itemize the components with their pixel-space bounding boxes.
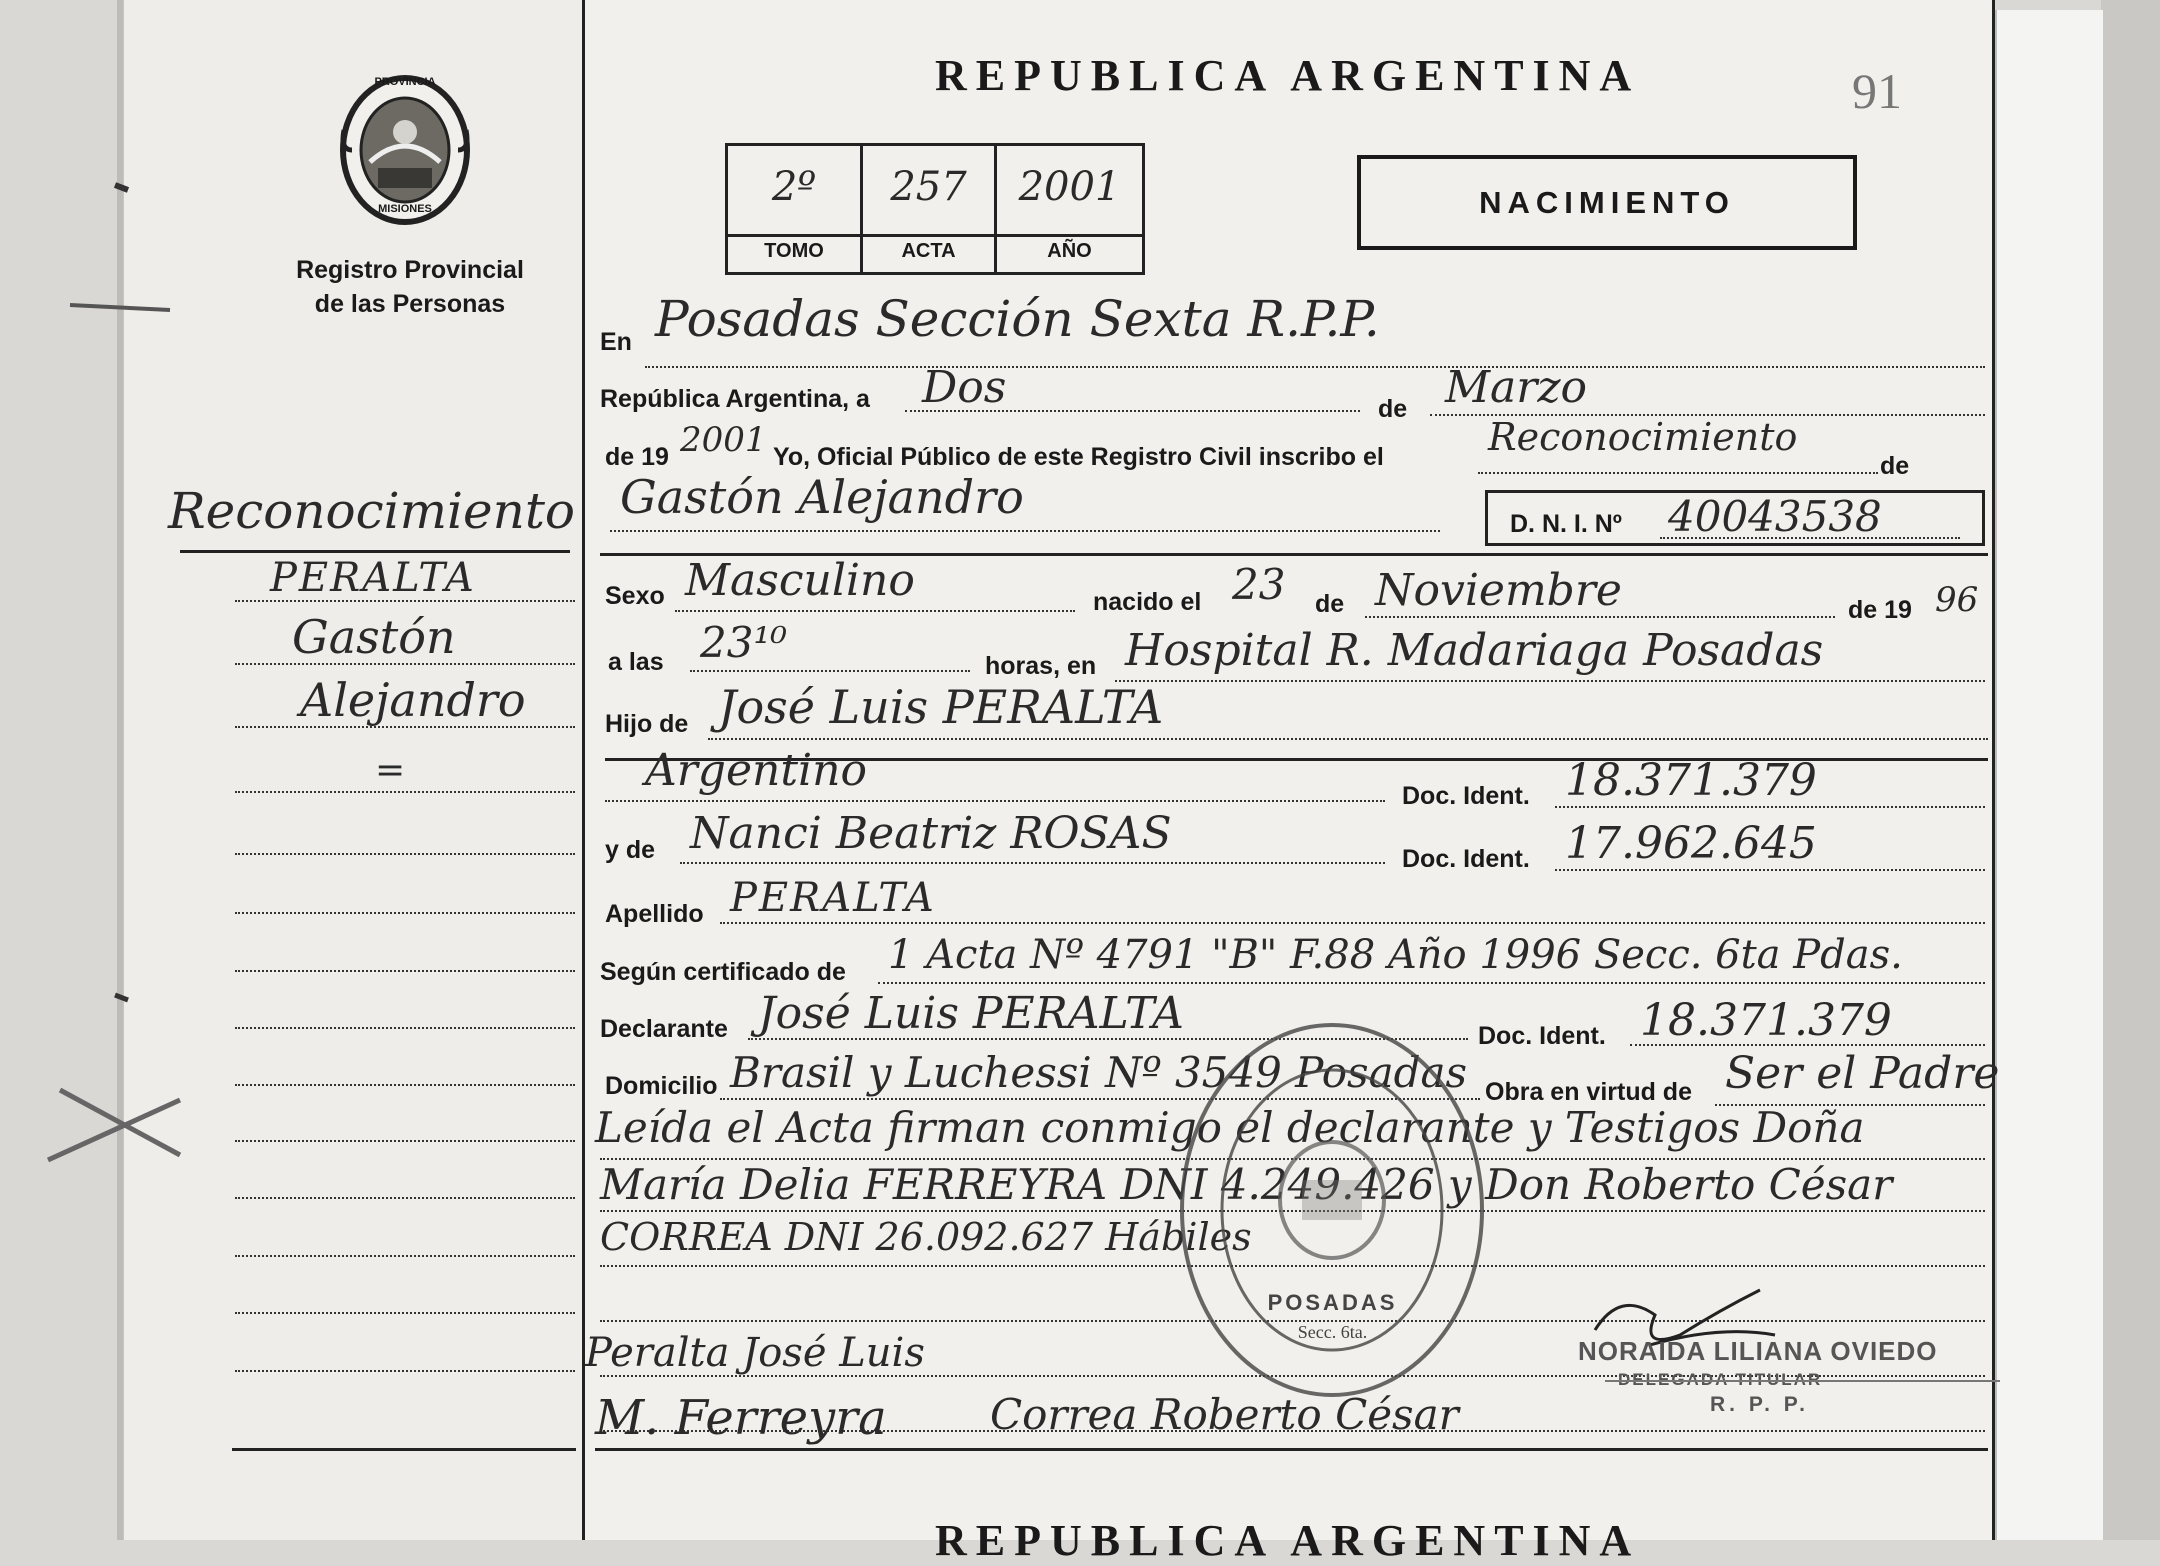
margin-line — [235, 791, 575, 793]
stamp-city: POSADAS — [1267, 1290, 1398, 1315]
line-certificate — [878, 982, 1985, 984]
line-mother-doc — [1555, 869, 1985, 871]
official-org: R. P. P. — [1710, 1393, 1809, 1416]
registry-stamp — [1165, 1010, 1500, 1410]
page-edge — [2101, 0, 2160, 1540]
margin-bottom-rule — [232, 1448, 576, 1451]
line-hour — [690, 670, 970, 672]
line-nationality — [605, 800, 1385, 802]
month-value: Marzo — [1445, 362, 1587, 413]
acta-value: 257 — [890, 164, 967, 210]
label-declarante: Declarante — [600, 1015, 728, 1043]
margin-line — [235, 1084, 575, 1086]
next-country-title: REPUBLICA ARGENTINA — [935, 1516, 1641, 1565]
next-page-edge — [1995, 10, 2103, 1540]
birth-place-value: Hospital R. Madariaga Posadas — [1125, 625, 1824, 676]
acta-cell — [863, 146, 997, 272]
observation-line3: CORREA DNI 26.092.627 Hábiles — [600, 1215, 1252, 1259]
tomo-cell — [728, 146, 863, 272]
birth-hour-value: 23¹⁰ — [700, 618, 788, 667]
birth-year-value: 96 — [1935, 580, 1979, 620]
page-number: 91 — [1852, 63, 1902, 119]
father-nationality-value: Argentino — [645, 745, 867, 796]
acta-label: ACTA — [901, 240, 956, 262]
table-divider — [728, 234, 1142, 237]
surname-value: PERALTA — [730, 875, 936, 921]
father-doc-value: 18.371.379 — [1565, 755, 1817, 806]
line-birth-place — [1115, 680, 1985, 682]
reason-value: Ser el Padre — [1725, 1048, 2000, 1099]
label-de-19: de 19 — [605, 443, 669, 471]
stamp-section: Secc. 6ta. — [1297, 1322, 1368, 1342]
line-birth-month — [1365, 616, 1835, 618]
label-sexo: Sexo — [605, 582, 665, 610]
address-value: Brasil y Luchessi Nº 3549 Posadas — [730, 1048, 1468, 1097]
line-day — [905, 410, 1360, 412]
line-father — [708, 738, 1988, 740]
label-de-b: de — [1880, 452, 1910, 480]
margin-surname: PERALTA — [270, 555, 476, 601]
label-nacido: nacido el — [1093, 588, 1202, 616]
mother-doc-value: 17.962.645 — [1565, 818, 1817, 869]
bottom-rule — [595, 1448, 1988, 1451]
line-dni — [1660, 537, 1960, 539]
margin-line — [235, 912, 575, 914]
official-signature-line — [1605, 1380, 2000, 1382]
record-table — [725, 143, 1145, 275]
label-de: de — [1378, 395, 1408, 423]
line-sex — [675, 610, 1075, 612]
dni-value: 40043538 — [1668, 492, 1882, 541]
seal-top-text: PROVINCIA — [374, 76, 436, 88]
line-names — [610, 530, 1440, 532]
declarant-doc-value: 18.371.379 — [1640, 995, 1892, 1046]
place-value: Posadas Sección Sexta R.P.P. — [655, 290, 1380, 348]
label-hijo-de: Hijo de — [605, 710, 689, 738]
tomo-label: TOMO — [764, 240, 824, 262]
margin-line — [235, 1370, 575, 1372]
certificate-value: 1 Acta Nº 4791 "B" F.88 Año 1996 Secc. 6ta Pdas. — [888, 932, 1903, 978]
record-type-box: NACIMIENTO — [1357, 155, 1857, 250]
line-mother — [680, 862, 1385, 864]
margin-line — [235, 663, 575, 665]
line-declarant-doc — [1630, 1044, 1985, 1046]
signature-witness2: Correa Roberto César — [990, 1390, 1459, 1439]
line-act — [1478, 472, 1878, 474]
ano-cell — [997, 146, 1142, 272]
signature-declarant: Peralta José Luis — [585, 1330, 925, 1376]
label-doc-ident-3: Doc. Ident. — [1478, 1022, 1606, 1050]
margin-line — [235, 853, 575, 855]
label-apellido: Apellido — [605, 900, 704, 928]
label-doc-ident-1: Doc. Ident. — [1402, 782, 1530, 810]
margin-line — [235, 1140, 575, 1142]
declarant-value: José Luis PERALTA — [758, 988, 1184, 1039]
margin-line — [235, 1027, 575, 1029]
act-value: Reconocimiento — [1488, 415, 1798, 459]
birth-day-value: 23 — [1232, 560, 1286, 609]
label-en: En — [600, 328, 632, 356]
margin-line — [235, 600, 575, 602]
label-dni: D. N. I. Nº — [1510, 510, 1622, 538]
father-value: José Luis PERALTA — [718, 680, 1164, 734]
country-title: REPUBLICA ARGENTINA — [935, 51, 1641, 100]
ano-label: AÑO — [1047, 240, 1092, 262]
registry-name-line1: Registro Provincial — [296, 256, 524, 284]
label-de-c: de — [1315, 590, 1345, 618]
margin-title: Reconocimiento — [168, 482, 576, 540]
child-names-value: Gastón Alejandro — [620, 470, 1024, 524]
margin-name2: Alejandro — [300, 673, 526, 727]
binding-stitches — [40, 0, 200, 1540]
label-segun-certificado: Según certificado de — [600, 958, 846, 986]
label-horas-en: horas, en — [985, 652, 1097, 680]
label-yo-oficial: Yo, Oficial Público de este Registro Civil inscribo el — [773, 443, 1384, 471]
stub-divider — [582, 0, 585, 1540]
mother-value: Nanci Beatriz ROSAS — [690, 808, 1172, 859]
margin-line — [235, 726, 575, 728]
label-obra-en-virtud: Obra en virtud de — [1485, 1078, 1692, 1106]
margin-line — [235, 1197, 575, 1199]
margin-name1: Gastón — [292, 610, 456, 664]
observation-line1: Leída el Acta firman conmigo el declarante y Testigos Doña — [595, 1103, 1865, 1152]
right-border — [1992, 0, 1995, 1540]
line-surname — [720, 922, 1985, 924]
line-place — [645, 366, 1985, 368]
margin-line — [235, 1255, 575, 1257]
registry-name-line2: de las Personas — [314, 290, 506, 318]
margin-line — [235, 1312, 575, 1314]
birth-month-value: Noviembre — [1375, 565, 1622, 616]
observation-line2: María Delia FERREYRA DNI 4.249.426 y Don Roberto César — [600, 1160, 1893, 1209]
day-value: Dos — [922, 362, 1007, 413]
margin-mark: = — [375, 750, 406, 791]
year-value: 2001 — [680, 420, 767, 460]
ano-value: 2001 — [1018, 164, 1121, 210]
label-republica: República Argentina, a — [600, 385, 870, 413]
seal-bottom-text: MISIONES — [378, 203, 432, 215]
official-name: NORAIDA LILIANA OVIEDO — [1578, 1336, 1938, 1366]
label-y-de: y de — [605, 836, 656, 864]
margin-title-underline — [180, 550, 570, 553]
tomo-value: 2º — [771, 164, 817, 210]
margin-line — [235, 970, 575, 972]
line-father-doc — [1555, 806, 1985, 808]
signature-witness1: M. Ferreyra — [595, 1390, 887, 1446]
label-domicilio: Domicilio — [605, 1072, 718, 1100]
label-a-las: a las — [608, 648, 664, 676]
label-doc-ident-2: Doc. Ident. — [1402, 845, 1530, 873]
sex-value: Masculino — [685, 555, 915, 606]
label-de-19b: de 19 — [1848, 596, 1912, 624]
